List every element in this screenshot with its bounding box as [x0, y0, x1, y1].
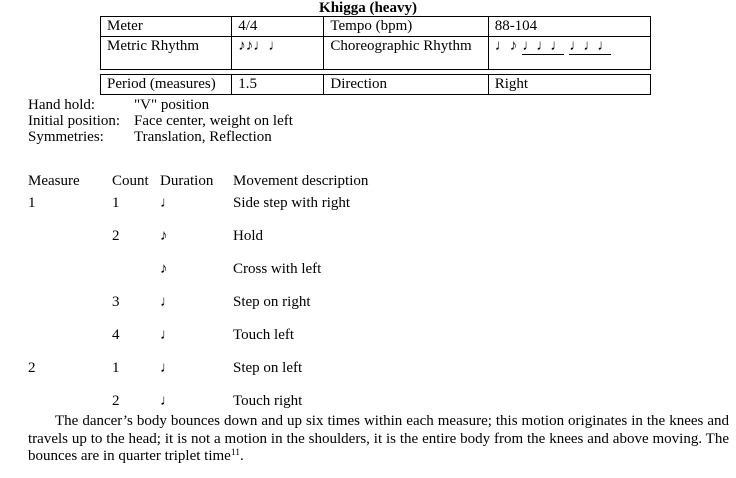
- duration-note-icon: ♪: [160, 228, 168, 244]
- detail-label: Initial position:: [28, 113, 121, 129]
- detail-initial-position: [28, 113, 293, 129]
- count-cell: 2: [112, 228, 120, 244]
- info-value-tempo: 88-104: [488, 17, 650, 37]
- col-header-measure: Measure: [28, 173, 80, 189]
- info-label-direction: Direction: [324, 75, 488, 95]
- paragraph-end: .: [240, 448, 244, 464]
- info-value-period: 1.5: [232, 75, 324, 95]
- col-header-movement-description: Movement description: [233, 173, 369, 189]
- choreo-triplet-1-icon: ♩♩♩: [522, 38, 565, 54]
- detail-value: Translation, Reflection: [134, 129, 272, 145]
- info-label-tempo: Tempo (bpm): [324, 17, 488, 37]
- info-label-period: Period (measures): [101, 75, 232, 95]
- info-label-metric-rhythm: Metric Rhythm: [101, 37, 232, 70]
- measure-cell: 2: [28, 360, 36, 376]
- description-cell: Step on right: [233, 294, 311, 310]
- duration-note-icon: ♩: [160, 393, 175, 409]
- description-cell: Cross with left: [233, 261, 322, 277]
- movement-row: [28, 229, 448, 262]
- info-value-direction: Right: [488, 75, 650, 95]
- info-label-choreographic-rhythm: Choreographic Rhythm: [324, 37, 488, 70]
- detail-value: Face center, weight on left: [134, 113, 293, 129]
- info-value-metric-rhythm: [232, 37, 324, 70]
- count-cell: 2: [112, 393, 120, 409]
- dance-info-table: [100, 16, 652, 95]
- movement-row: [28, 196, 448, 229]
- choreo-rhythm-notes-icon: ♩♪: [494, 38, 518, 54]
- movement-row: [28, 361, 448, 394]
- footnote-reference: 11: [230, 448, 240, 458]
- description-cell: Touch right: [233, 393, 303, 409]
- count-cell: 1: [112, 360, 120, 376]
- count-cell: 3: [112, 294, 120, 310]
- detail-value: "V" position: [134, 97, 210, 113]
- description-cell: Touch left: [233, 327, 295, 343]
- col-header-count: Count: [112, 173, 149, 189]
- info-row-rhythms: [101, 37, 651, 70]
- movement-row: [28, 295, 448, 328]
- paragraph-text: The dancer’s body bounces down and up six times within each measure; this motion originates in the knees and travels up to the head; it is not a motion in the shoulders, it is the entire body from the knees and above moving. The bounces are in quarter triplet time: [28, 413, 729, 464]
- info-table-lower: [100, 74, 651, 95]
- description-cell: Step on left: [233, 360, 303, 376]
- detail-label: Symmetries:: [28, 129, 104, 145]
- info-value-choreographic-rhythm: [488, 37, 650, 70]
- info-value-meter: 4/4: [232, 17, 324, 37]
- info-row-period-direction: [101, 75, 651, 95]
- metric-rhythm-notes-icon: ♪♪♩♩: [238, 38, 284, 54]
- movement-row: [28, 328, 448, 361]
- movements-header-row: [28, 174, 448, 196]
- movements-table: [28, 174, 448, 427]
- duration-note-icon: ♩: [160, 360, 175, 376]
- count-cell: 4: [112, 327, 120, 343]
- col-header-duration: Duration: [160, 173, 214, 189]
- description-cell: Side step with right: [233, 195, 351, 211]
- page-title: Khigga (heavy): [319, 0, 417, 16]
- count-cell: 1: [112, 195, 120, 211]
- duration-note-icon: ♪: [160, 261, 168, 277]
- description-cell: Hold: [233, 228, 263, 244]
- choreo-triplet-2-icon: ♩♩♩: [569, 38, 612, 54]
- detail-hand-hold: [28, 97, 293, 113]
- details-block: [28, 97, 293, 145]
- duration-note-icon: ♩: [160, 327, 175, 343]
- info-row-meter-tempo: [101, 17, 651, 37]
- duration-note-icon: ♩: [160, 294, 175, 310]
- movement-row: [28, 262, 448, 295]
- info-label-meter: Meter: [101, 17, 232, 37]
- detail-symmetries: [28, 129, 293, 145]
- measure-cell: 1: [28, 195, 36, 211]
- duration-note-icon: ♩: [160, 195, 175, 211]
- info-table-upper: [100, 16, 651, 70]
- detail-label: Hand hold:: [28, 97, 96, 113]
- body-paragraph: [28, 413, 729, 466]
